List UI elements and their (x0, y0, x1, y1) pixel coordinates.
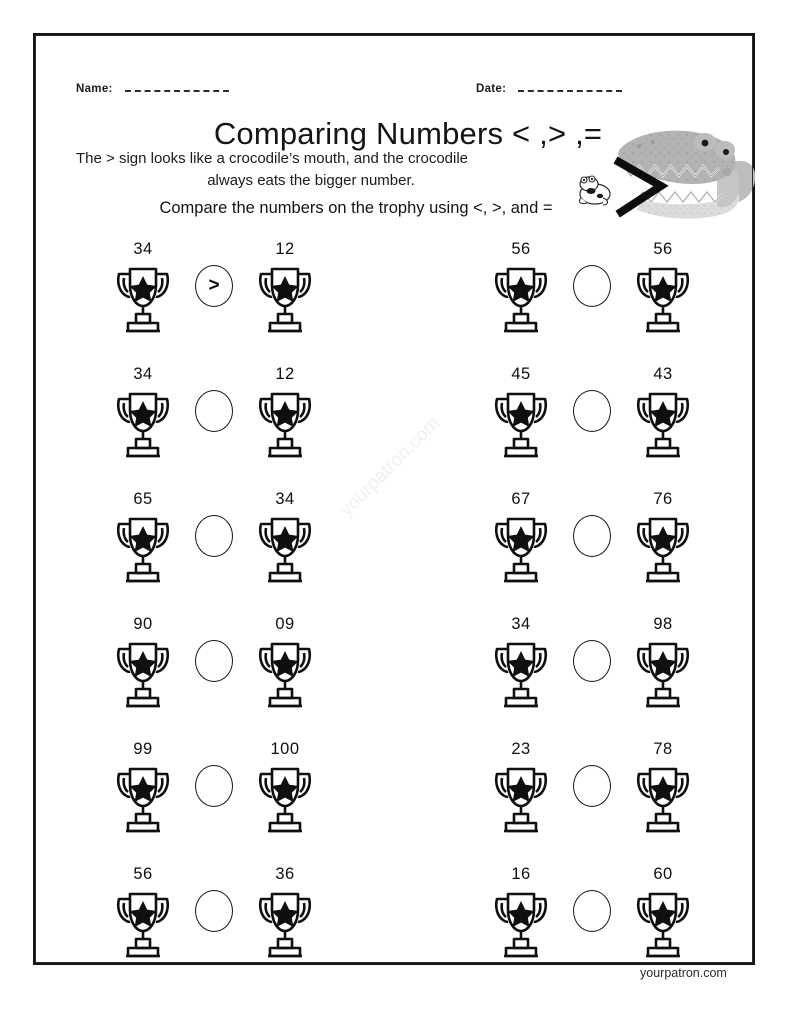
trophy-icon (489, 260, 553, 342)
trophy-number: 12 (275, 240, 295, 258)
problem-row (36, 616, 752, 741)
trophy-icon (253, 385, 317, 467)
trophy-number: 56 (511, 240, 531, 258)
trophy-cell (248, 866, 322, 967)
trophy-cell (248, 741, 322, 842)
answer-cell[interactable] (564, 741, 620, 807)
trophy-number: 90 (133, 615, 153, 633)
trophy-icon (631, 510, 695, 592)
problem-pair (106, 741, 322, 842)
answer-circle[interactable] (195, 765, 233, 807)
trophy-cell (484, 741, 558, 842)
worksheet-page-frame (33, 33, 755, 980)
answer-circle[interactable] (573, 390, 611, 432)
trophy-cell (106, 366, 180, 467)
answer-circle[interactable] (195, 890, 233, 932)
page-title: Comparing Numbers < ,> ,= (213, 116, 603, 151)
trophy-cell (248, 241, 322, 342)
subtitle-line-1: The > sign looks like a crocodile’s mouth, and the crocodile (76, 150, 469, 167)
trophy-icon (253, 635, 317, 717)
trophy-icon (253, 885, 317, 967)
trophy-number: 60 (653, 865, 673, 883)
answer-cell[interactable] (564, 491, 620, 557)
problem-pair (484, 491, 700, 592)
trophy-cell (626, 366, 700, 467)
trophy-icon (489, 510, 553, 592)
trophy-icon (489, 760, 553, 842)
trophy-number: 43 (653, 365, 673, 383)
answer-cell[interactable] (186, 866, 242, 932)
trophy-cell (248, 366, 322, 467)
trophy-cell (106, 866, 180, 967)
problem-pair (106, 241, 322, 342)
answer-cell[interactable] (564, 241, 620, 307)
trophy-cell (484, 616, 558, 717)
trophy-number: 76 (653, 490, 673, 508)
trophy-icon (489, 635, 553, 717)
answer-cell[interactable] (186, 366, 242, 432)
date-label: Date: (476, 83, 507, 95)
trophy-cell (484, 491, 558, 592)
problem-pair (484, 616, 700, 717)
problem-row (36, 241, 752, 366)
date-blank-line[interactable] (518, 81, 622, 92)
trophy-number: 98 (653, 615, 673, 633)
crocodile-illustration (577, 106, 762, 231)
trophy-number: 36 (275, 865, 295, 883)
trophy-cell (484, 241, 558, 342)
trophy-icon (253, 760, 317, 842)
trophy-icon (631, 760, 695, 842)
trophy-icon (111, 385, 175, 467)
trophy-icon (111, 635, 175, 717)
answer-cell[interactable] (186, 741, 242, 807)
trophy-icon (253, 510, 317, 592)
trophy-number: 56 (133, 865, 153, 883)
subtitle (76, 148, 546, 192)
trophy-number: 34 (511, 615, 531, 633)
trophy-icon (631, 885, 695, 967)
frog-icon (579, 176, 610, 205)
trophy-number: 99 (133, 740, 153, 758)
problem-pair (106, 491, 322, 592)
problem-pair (484, 866, 700, 967)
trophy-number: 34 (275, 490, 295, 508)
trophy-icon (111, 760, 175, 842)
trophy-cell (626, 741, 700, 842)
answer-cell[interactable] (564, 866, 620, 932)
answer-circle[interactable] (195, 640, 233, 682)
trophy-icon (253, 260, 317, 342)
date-field[interactable] (476, 81, 622, 95)
subtitle-line-2: always eats the bigger number. (207, 171, 415, 189)
problem-row (36, 366, 752, 491)
trophy-cell (484, 866, 558, 967)
trophy-icon (631, 260, 695, 342)
answer-circle[interactable] (195, 390, 233, 432)
answer-cell[interactable] (186, 616, 242, 682)
answer-cell[interactable] (186, 241, 242, 307)
trophy-cell (248, 616, 322, 717)
trophy-icon (489, 885, 553, 967)
trophy-icon (631, 385, 695, 467)
name-blank-line[interactable] (125, 81, 229, 92)
trophy-number: 16 (511, 865, 531, 883)
trophy-cell (106, 491, 180, 592)
crocodile-nostril-2 (651, 140, 655, 144)
trophy-number: 56 (653, 240, 673, 258)
problems-grid (36, 241, 752, 991)
trophy-number: 09 (275, 615, 295, 633)
trophy-cell (626, 866, 700, 967)
problem-pair (484, 741, 700, 842)
trophy-cell (626, 241, 700, 342)
trophy-number: 100 (270, 740, 300, 758)
answer-circle[interactable]: > (195, 265, 233, 307)
trophy-cell (626, 491, 700, 592)
answer-circle[interactable] (573, 265, 611, 307)
trophy-number: 34 (133, 240, 153, 258)
answer-cell[interactable] (564, 366, 620, 432)
trophy-number: 78 (653, 740, 673, 758)
trophy-number: 65 (133, 490, 153, 508)
answer-circle[interactable] (573, 890, 611, 932)
trophy-icon (111, 510, 175, 592)
trophy-number: 34 (133, 365, 153, 383)
crocodile-eye-left (702, 140, 709, 147)
answer-circle[interactable] (195, 515, 233, 557)
problem-row (36, 741, 752, 866)
crocodile-eye-right (723, 149, 729, 155)
problem-pair (484, 366, 700, 467)
crocodile-nostril-1 (637, 144, 641, 148)
name-field[interactable] (76, 81, 229, 95)
trophy-cell (106, 616, 180, 717)
trophy-cell (484, 366, 558, 467)
crocodile-icon (577, 106, 762, 231)
answer-circle[interactable] (573, 515, 611, 557)
trophy-number: 23 (511, 740, 531, 758)
trophy-number: 45 (511, 365, 531, 383)
problem-pair (106, 366, 322, 467)
trophy-icon (111, 260, 175, 342)
trophy-cell (106, 241, 180, 342)
problem-pair (106, 866, 322, 967)
meta-row (36, 81, 752, 105)
crocodile-cheek-dot (723, 168, 731, 176)
trophy-number: 12 (275, 365, 295, 383)
trophy-cell (248, 491, 322, 592)
problem-pair (106, 616, 322, 717)
problem-row (36, 491, 752, 616)
instruction-text: Compare the numbers on the trophy using <, >, and = (159, 199, 553, 217)
center-watermark: yourpatron.com (336, 412, 445, 521)
trophy-icon (631, 635, 695, 717)
footer-watermark: yourpatron.com (640, 966, 727, 980)
problem-pair (484, 241, 700, 342)
answer-cell[interactable] (186, 491, 242, 557)
answer-circle[interactable] (573, 640, 611, 682)
answer-circle[interactable] (573, 765, 611, 807)
name-label: Name: (76, 83, 113, 95)
trophy-cell (106, 741, 180, 842)
answer-cell[interactable] (564, 616, 620, 682)
trophy-icon (111, 885, 175, 967)
trophy-icon (489, 385, 553, 467)
trophy-cell (626, 616, 700, 717)
trophy-number: 67 (511, 490, 531, 508)
